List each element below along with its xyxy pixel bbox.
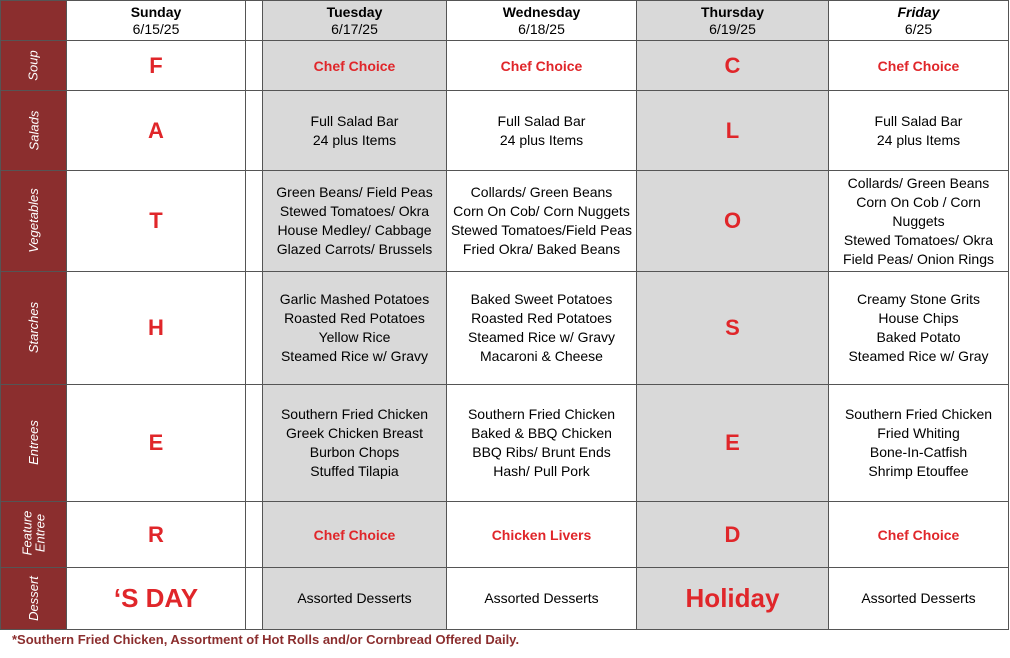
- footnote: *Southern Fried Chicken, Assortment of Hot Rolls and/or Cornbread Offered Daily.: [12, 632, 520, 647]
- feature-tuesday: Chef Choice: [263, 502, 447, 568]
- category-starches: Starches: [1, 272, 67, 385]
- day-header-tuesday: Tuesday 6/17/25: [263, 1, 447, 41]
- category-salads: Salads: [1, 91, 67, 171]
- dessert-wednesday: Assorted Desserts: [447, 568, 637, 630]
- menu-item: Nuggets: [892, 212, 945, 229]
- day-header-sunday: Sunday 6/15/25: [67, 1, 246, 41]
- dessert-friday: Assorted Desserts: [829, 568, 1009, 630]
- closed-letter: E: [637, 385, 829, 502]
- menu-item: Corn On Cob/ Corn Nuggets: [453, 203, 630, 219]
- menu-item: Yellow Rice: [318, 329, 391, 345]
- feature-friday: Chef Choice: [829, 502, 1009, 568]
- menu-item: Steamed Rice w/ Gravy: [467, 329, 616, 345]
- spacer-cell: [246, 171, 263, 272]
- salads-tuesday: [263, 91, 447, 171]
- row-entrees: [1, 385, 1009, 502]
- category-dessert: Dessert: [1, 568, 67, 630]
- row-salads: [1, 91, 1009, 171]
- closed-letter: T: [67, 171, 246, 272]
- soup-tuesday: Chef Choice: [263, 41, 447, 91]
- closed-letter: E: [67, 385, 246, 502]
- starches-friday: [829, 272, 1009, 385]
- entrees-wednesday: [447, 385, 637, 502]
- starches-tuesday: [263, 272, 447, 385]
- menu-item: Baked & BBQ Chicken: [471, 425, 612, 441]
- menu-item: Southern Fried Chicken: [844, 406, 993, 422]
- menu-item: 24 plus Items: [312, 131, 397, 148]
- category-feature-entree: Feature Entree: [1, 502, 67, 568]
- menu-item: Full Salad Bar: [874, 112, 963, 129]
- category-entrees: Entrees: [1, 385, 67, 502]
- dessert-tuesday: Assorted Desserts: [263, 568, 447, 630]
- menu-item: House Chips: [878, 310, 959, 326]
- menu-item: Full Salad Bar: [310, 112, 399, 129]
- row-feature-entree: [1, 502, 1009, 568]
- menu-item: Stewed Tomatoes/ Okra: [843, 231, 994, 248]
- menu-item: Steamed Rice w/ Gray: [848, 348, 989, 364]
- spacer-cell: [246, 91, 263, 171]
- menu-item: Baked Potato: [876, 329, 961, 345]
- menu-item: Green Beans/ Field Peas: [276, 184, 433, 200]
- menu-item: Field Peas/ Onion Rings: [843, 250, 994, 267]
- closed-letter: D: [637, 502, 829, 568]
- menu-item: Hash/ Pull Pork: [493, 463, 590, 479]
- menu-item: Burbon Chops: [309, 444, 400, 460]
- closed-letter: O: [637, 171, 829, 272]
- closed-letter: F: [67, 41, 246, 91]
- entrees-tuesday: [263, 385, 447, 502]
- menu-item: Fried Whiting: [877, 425, 960, 441]
- menu-item: Shrimp Etouffee: [868, 463, 969, 479]
- spacer-cell: [246, 272, 263, 385]
- menu-item: House Medley/ Cabbage: [277, 222, 432, 238]
- entrees-friday: [829, 385, 1009, 502]
- menu-item: Baked Sweet Potatoes: [470, 291, 613, 307]
- menu-item: 24 plus Items: [876, 131, 961, 148]
- salads-wednesday: [447, 91, 637, 171]
- spacer-column: [246, 1, 263, 41]
- closed-fathers-day: ‘S DAY: [67, 568, 246, 630]
- menu-item: Glazed Carrots/ Brussels: [276, 241, 433, 257]
- menu-item: Southern Fried Chicken: [467, 406, 616, 422]
- menu-item: BBQ Ribs/ Brunt Ends: [472, 444, 611, 460]
- closed-letter: C: [637, 41, 829, 91]
- day-header-wednesday: Wednesday 6/18/25: [447, 1, 637, 41]
- closed-letter: S: [637, 272, 829, 385]
- menu-item: Stewed Tomatoes/Field Peas: [450, 222, 633, 238]
- menu-item: Roasted Red Potatoes: [284, 310, 425, 326]
- menu-item: Collards/ Green Beans: [847, 174, 990, 191]
- soup-wednesday: Chef Choice: [447, 41, 637, 91]
- day-header-thursday: Thursday 6/19/25: [637, 1, 829, 41]
- menu-item: Southern Fried Chicken: [280, 406, 429, 422]
- spacer-cell: [246, 568, 263, 630]
- menu-item: Steamed Rice w/ Gravy: [280, 348, 429, 364]
- vegetables-wednesday: [447, 171, 637, 272]
- row-soup: [1, 41, 1009, 91]
- menu-item: Roasted Red Potatoes: [471, 310, 612, 326]
- row-dessert: [1, 568, 1009, 630]
- spacer-cell: [246, 385, 263, 502]
- row-starches: [1, 272, 1009, 385]
- menu-item: Fried Okra/ Baked Beans: [462, 241, 621, 257]
- row-vegetables: [1, 171, 1009, 272]
- menu-item: Stuffed Tilapia: [310, 463, 399, 479]
- salads-friday: [829, 91, 1009, 171]
- menu-item: Bone-In-Catfish: [869, 444, 968, 460]
- starches-wednesday: [447, 272, 637, 385]
- menu-item: Greek Chicken Breast: [286, 425, 423, 441]
- closed-holiday: Holiday: [637, 568, 829, 630]
- spacer-cell: [246, 41, 263, 91]
- closed-letter: R: [67, 502, 246, 568]
- feature-wednesday: Chicken Livers: [447, 502, 637, 568]
- menu-item: Stewed Tomatoes/ Okra: [279, 203, 430, 219]
- day-header-friday: Friday 6/25: [829, 1, 1009, 41]
- category-soup: Soup: [1, 41, 67, 91]
- category-vegetables: Vegetables: [1, 171, 67, 272]
- corner-cell: [1, 1, 67, 41]
- menu-item: Corn On Cob / Corn: [856, 193, 981, 210]
- vegetables-friday: [829, 171, 1009, 272]
- closed-letter: L: [637, 91, 829, 171]
- menu-item: 24 plus Items: [499, 131, 584, 148]
- menu-item: Collards/ Green Beans: [470, 184, 613, 200]
- menu-item: Macaroni & Cheese: [480, 348, 603, 364]
- header-row: [1, 1, 1009, 41]
- closed-letter: A: [67, 91, 246, 171]
- menu-item: Full Salad Bar: [497, 112, 586, 129]
- menu-item: Creamy Stone Grits: [857, 291, 980, 307]
- vegetables-tuesday: [263, 171, 447, 272]
- spacer-cell: [246, 502, 263, 568]
- closed-letter: H: [67, 272, 246, 385]
- soup-friday: Chef Choice: [829, 41, 1009, 91]
- menu-item: Garlic Mashed Potatoes: [279, 291, 430, 307]
